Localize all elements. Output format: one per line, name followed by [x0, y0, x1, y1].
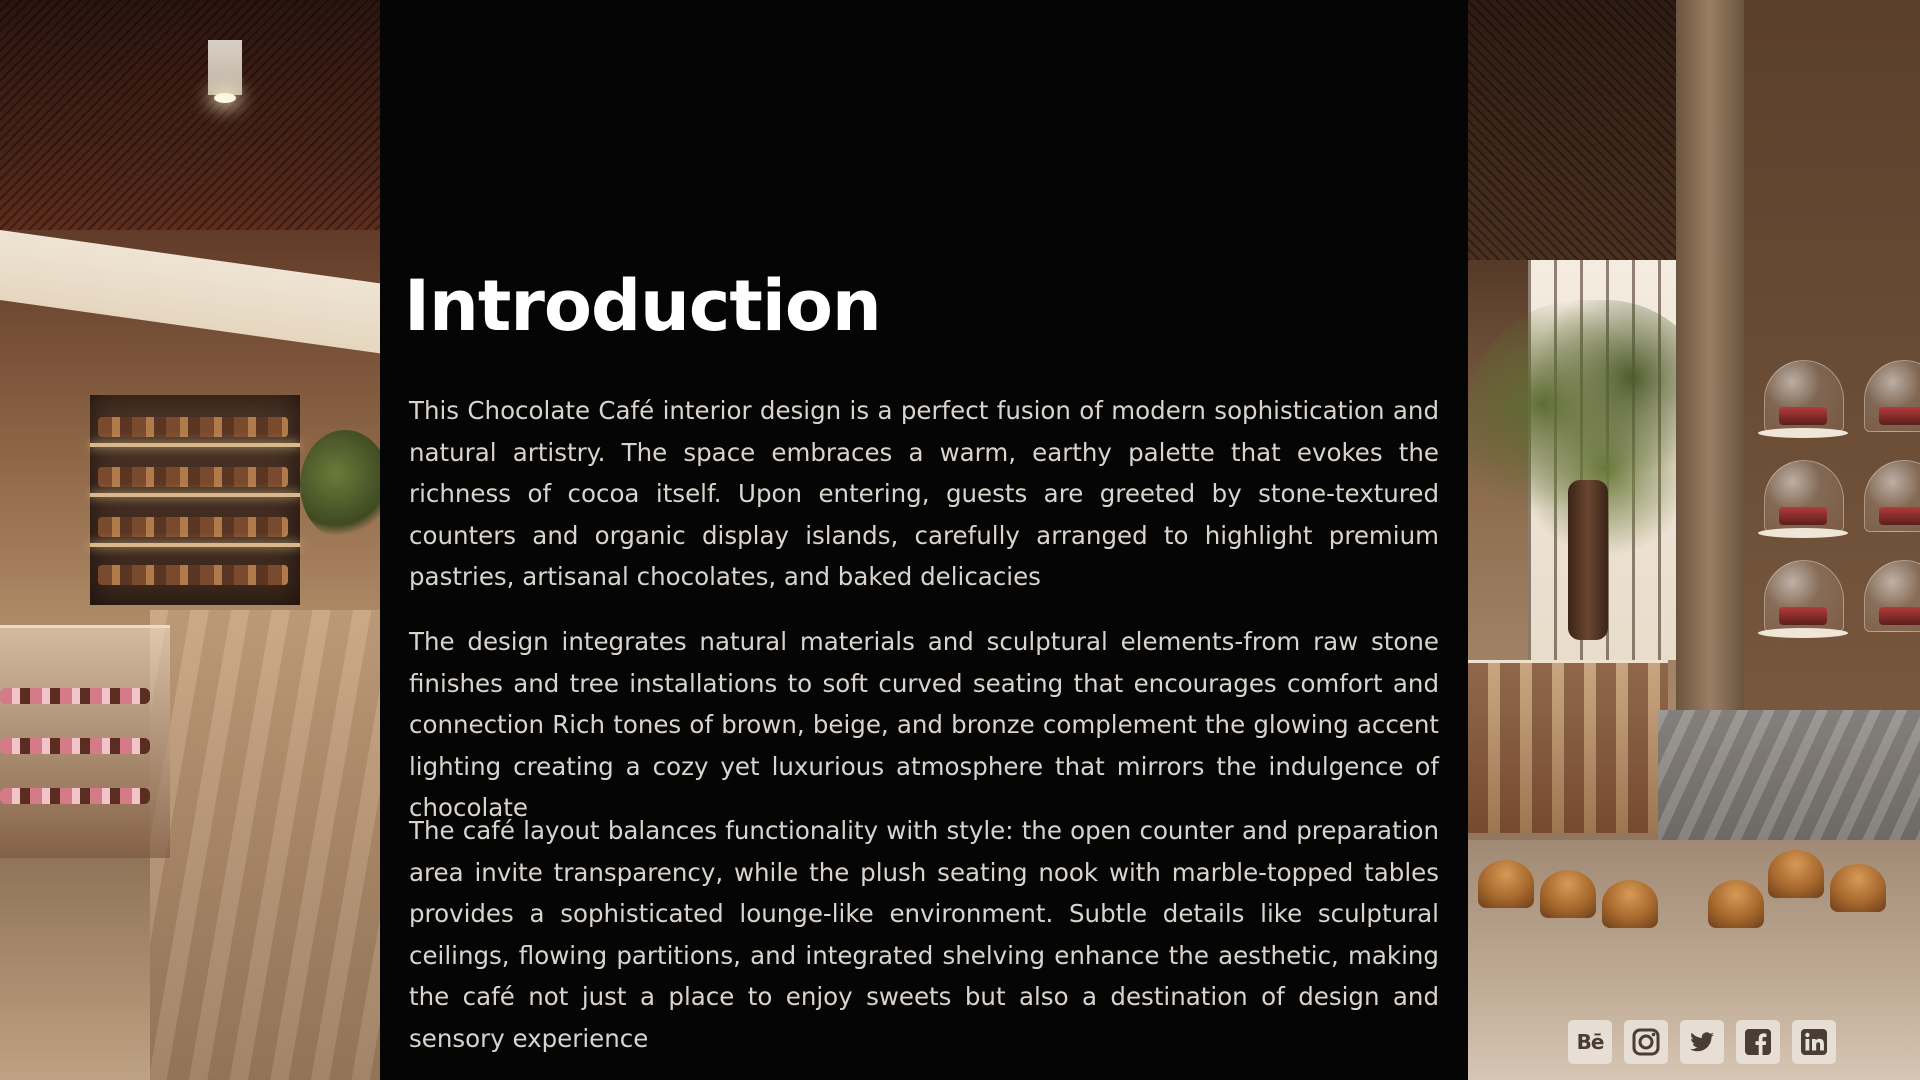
linkedin-glyph — [1799, 1027, 1829, 1057]
facebook-glyph — [1743, 1027, 1773, 1057]
linkedin-icon[interactable] — [1792, 1020, 1836, 1064]
twitter-glyph — [1687, 1027, 1717, 1057]
intro-paragraph-3: The café layout balances functionality with style: the open counter and preparation area invite transparency, while the plush seating nook with marble-topped tables provides a sophisticated lounge-like environment. Subtle details like sculptural ceilings, flowing partitions, and integrated shelving enhance the aesthetic, making the café not just a place to enjoy sweets but also a destination of design and sensory experience — [409, 816, 1439, 1053]
behance-icon[interactable] — [1568, 1020, 1612, 1064]
instagram-glyph — [1631, 1027, 1661, 1057]
pendant-light — [208, 40, 242, 95]
pastry-case — [0, 625, 170, 858]
facebook-icon[interactable] — [1736, 1020, 1780, 1064]
cafe-photo-right — [1468, 0, 1920, 1080]
page-title: Introduction — [404, 265, 881, 347]
intro-paragraph-1: This Chocolate Café interior design is a perfect fusion of modern sophistication and natural artistry. The space embraces a warm, earthy palette that evokes the richness of cocoa itself. Upon entering, guests are greeted by stone-textured counters and organic display islands, carefully arranged to highlight premium pastries, artisanal chocolates, and baked delicacies — [409, 396, 1439, 591]
instagram-icon[interactable] — [1624, 1020, 1668, 1064]
text-panel — [380, 0, 1468, 1080]
intro-paragraph-2: The design integrates natural materials and sculptural elements-from raw stone finishes and tree installations to soft curved seating that encourages comfort and connection Rich tones of brown, beige, and bronze complement the glowing accent lighting creating a cozy yet luxurious atmosphere that mirrors the indulgence of chocolate — [409, 627, 1439, 822]
twitter-icon[interactable] — [1680, 1020, 1724, 1064]
display-shelves — [90, 395, 300, 605]
stone-counter — [150, 610, 380, 1080]
behance-glyph: Bē — [1576, 1030, 1604, 1054]
bakery-case — [1468, 660, 1668, 833]
social-links — [1568, 1020, 1836, 1064]
cafe-photo-left — [0, 0, 380, 1080]
cake-dome-shelving — [1744, 0, 1920, 780]
